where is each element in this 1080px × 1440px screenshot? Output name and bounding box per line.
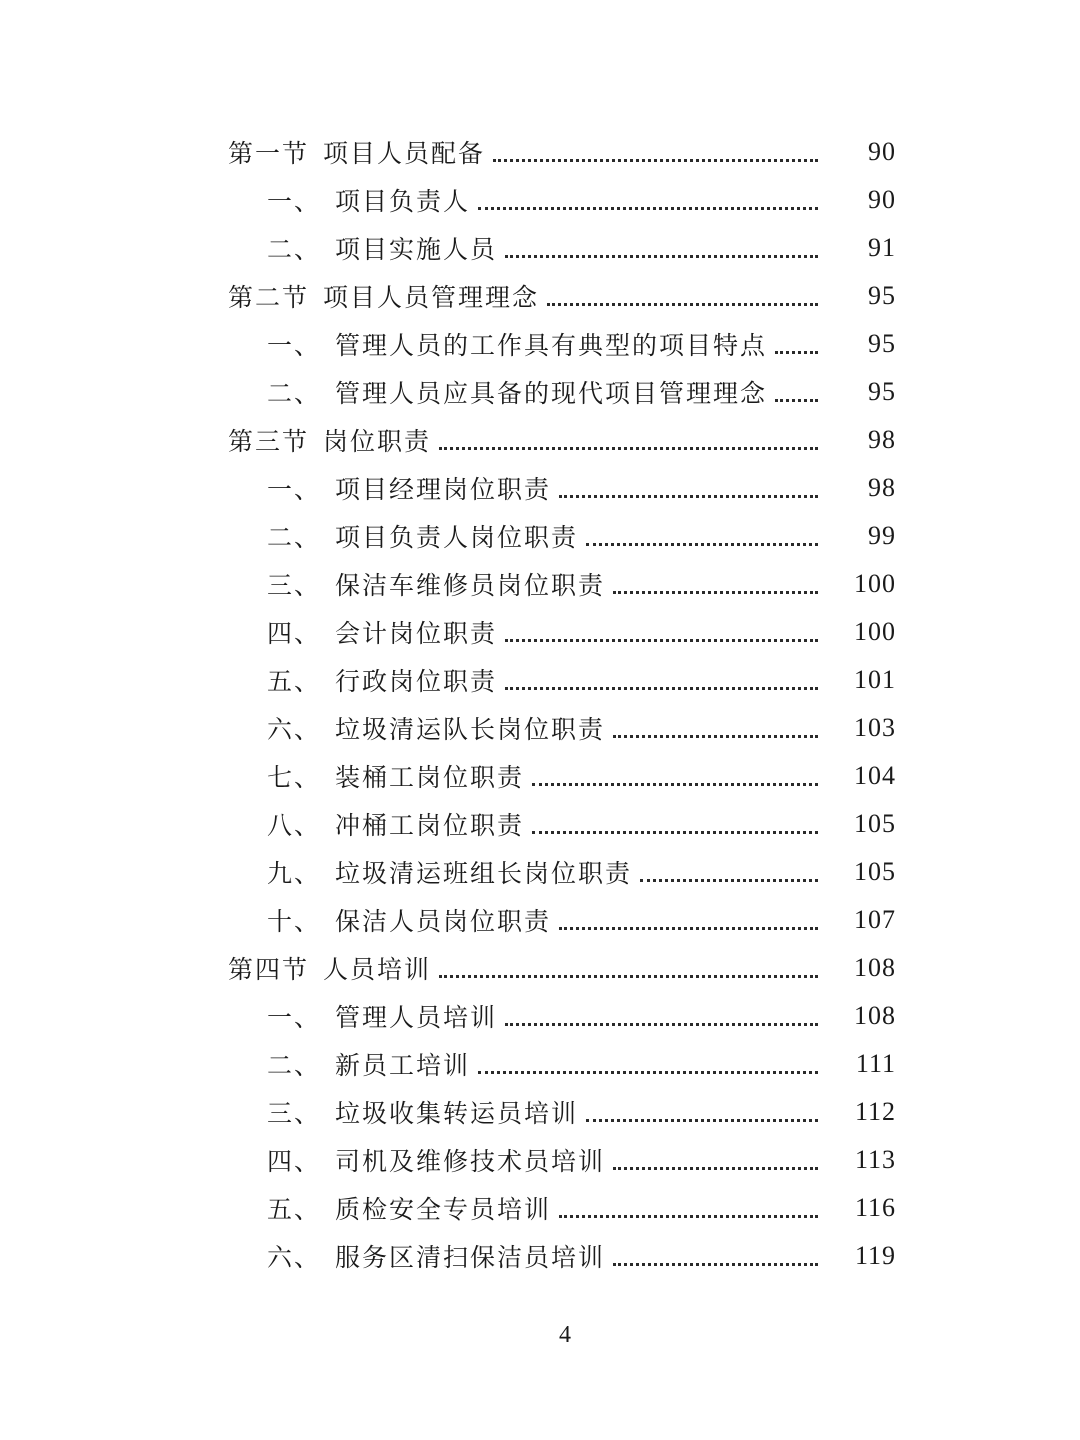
- dot-leader: [559, 1215, 818, 1218]
- dot-leader: [493, 159, 818, 162]
- toc-entry-title: 管理人员应具备的现代项目管理理念: [335, 379, 768, 408]
- toc-entry-number: 六、: [267, 1243, 322, 1272]
- dot-leader: [613, 591, 818, 594]
- toc-section-entry[interactable]: [0, 416, 1080, 464]
- toc-entry-number: 二、: [267, 235, 322, 264]
- dot-leader: [559, 927, 818, 930]
- toc-entry-title: 项目经理岗位职责: [335, 475, 552, 504]
- toc-entry-number: 六、: [267, 715, 322, 744]
- toc-entry-title: 岗位职责: [323, 427, 432, 456]
- dot-leader: [478, 1071, 818, 1074]
- toc-entry-page-number: 95: [868, 281, 896, 310]
- dot-leader: [613, 1167, 818, 1170]
- dot-leader: [613, 1263, 818, 1266]
- toc-entry-page-number: 99: [868, 521, 896, 550]
- toc-entry-number: 二、: [267, 523, 322, 552]
- toc-item-entry[interactable]: [0, 848, 1080, 896]
- toc-item-entry[interactable]: [0, 800, 1080, 848]
- toc-entry-page-number: 113: [854, 1145, 896, 1174]
- toc-item-entry[interactable]: [0, 368, 1080, 416]
- toc-entry-title: 冲桶工岗位职责: [335, 811, 525, 840]
- toc-entry-page-number: 108: [854, 1001, 896, 1030]
- dot-leader: [640, 879, 818, 882]
- toc-entry-number: 第四节: [228, 955, 310, 984]
- toc-entry-page-number: 90: [868, 185, 896, 214]
- toc-item-entry[interactable]: [0, 176, 1080, 224]
- dot-leader: [439, 447, 818, 450]
- table-of-contents: [0, 128, 1080, 1280]
- toc-entry-number: 一、: [267, 187, 322, 216]
- toc-entry-page-number: 91: [868, 233, 896, 262]
- toc-item-entry[interactable]: [0, 560, 1080, 608]
- toc-entry-page-number: 107: [854, 905, 896, 934]
- toc-entry-title: 质检安全专员培训: [335, 1195, 552, 1224]
- toc-entry-number: 八、: [267, 811, 322, 840]
- dot-leader: [478, 207, 818, 210]
- toc-item-entry[interactable]: [0, 512, 1080, 560]
- toc-entry-number: 第三节: [228, 427, 310, 456]
- dot-leader: [532, 831, 818, 834]
- toc-section-entry[interactable]: [0, 272, 1080, 320]
- toc-section-entry[interactable]: [0, 944, 1080, 992]
- toc-entry-title: 垃圾清运队长岗位职责: [335, 715, 606, 744]
- toc-entry-title: 垃圾清运班组长岗位职责: [335, 859, 633, 888]
- toc-entry-page-number: 98: [868, 425, 896, 454]
- toc-item-entry[interactable]: [0, 656, 1080, 704]
- toc-entry-number: 五、: [267, 1195, 322, 1224]
- toc-entry-number: 九、: [267, 859, 322, 888]
- toc-item-entry[interactable]: [0, 752, 1080, 800]
- toc-item-entry[interactable]: [0, 1232, 1080, 1280]
- dot-leader: [586, 543, 818, 546]
- toc-entry-title: 人员培训: [323, 955, 432, 984]
- toc-entry-page-number: 101: [854, 665, 896, 694]
- toc-entry-page-number: 95: [868, 329, 896, 358]
- toc-entry-page-number: 100: [854, 617, 896, 646]
- toc-entry-title: 保洁人员岗位职责: [335, 907, 552, 936]
- toc-entry-title: 项目实施人员: [335, 235, 498, 264]
- toc-entry-page-number: 116: [854, 1193, 896, 1222]
- toc-entry-title: 服务区清扫保洁员培训: [335, 1243, 606, 1272]
- dot-leader: [505, 639, 818, 642]
- toc-entry-number: 四、: [267, 1147, 322, 1176]
- toc-entry-title: 管理人员的工作具有典型的项目特点: [335, 331, 768, 360]
- toc-entry-page-number: 104: [854, 761, 896, 790]
- toc-item-entry[interactable]: [0, 464, 1080, 512]
- toc-entry-number: 四、: [267, 619, 322, 648]
- toc-entry-number: 一、: [267, 331, 322, 360]
- toc-entry-title: 项目负责人: [335, 187, 471, 216]
- toc-entry-page-number: 108: [854, 953, 896, 982]
- dot-leader: [775, 399, 818, 402]
- toc-item-entry[interactable]: [0, 1136, 1080, 1184]
- toc-item-entry[interactable]: [0, 992, 1080, 1040]
- toc-entry-number: 三、: [267, 1099, 322, 1128]
- toc-entry-number: 五、: [267, 667, 322, 696]
- toc-entry-title: 新员工培训: [335, 1051, 471, 1080]
- toc-item-entry[interactable]: [0, 608, 1080, 656]
- toc-entry-title: 司机及维修技术员培训: [335, 1147, 606, 1176]
- toc-entry-page-number: 95: [868, 377, 896, 406]
- toc-item-entry[interactable]: [0, 320, 1080, 368]
- page-number-footer: 4: [559, 1322, 571, 1348]
- toc-entry-number: 七、: [267, 763, 322, 792]
- toc-entry-page-number: 112: [854, 1097, 896, 1126]
- toc-entry-title: 垃圾收集转运员培训: [335, 1099, 579, 1128]
- toc-entry-number: 三、: [267, 571, 322, 600]
- toc-item-entry[interactable]: [0, 1184, 1080, 1232]
- dot-leader: [613, 735, 818, 738]
- toc-entry-page-number: 111: [855, 1049, 896, 1078]
- toc-entry-page-number: 119: [854, 1241, 896, 1270]
- toc-entry-page-number: 90: [868, 137, 896, 166]
- toc-entry-title: 管理人员培训: [335, 1003, 498, 1032]
- dot-leader: [559, 495, 818, 498]
- toc-entry-number: 第一节: [228, 139, 310, 168]
- toc-entry-page-number: 105: [854, 857, 896, 886]
- toc-entry-number: 二、: [267, 1051, 322, 1080]
- toc-entry-title: 会计岗位职责: [335, 619, 498, 648]
- dot-leader: [532, 783, 818, 786]
- toc-entry-number: 第二节: [228, 283, 310, 312]
- toc-entry-page-number: 103: [854, 713, 896, 742]
- toc-entry-title: 行政岗位职责: [335, 667, 498, 696]
- dot-leader: [547, 303, 818, 306]
- toc-entry-page-number: 100: [854, 569, 896, 598]
- toc-entry-title: 项目人员管理理念: [323, 283, 540, 312]
- toc-item-entry[interactable]: [0, 1040, 1080, 1088]
- toc-entry-title: 保洁车维修员岗位职责: [335, 571, 606, 600]
- toc-item-entry[interactable]: [0, 1088, 1080, 1136]
- dot-leader: [586, 1119, 818, 1122]
- toc-entry-number: 一、: [267, 475, 322, 504]
- toc-entry-title: 装桶工岗位职责: [335, 763, 525, 792]
- toc-entry-number: 二、: [267, 379, 322, 408]
- dot-leader: [775, 351, 818, 354]
- toc-entry-page-number: 98: [868, 473, 896, 502]
- toc-entry-number: 一、: [267, 1003, 322, 1032]
- toc-entry-page-number: 105: [854, 809, 896, 838]
- toc-item-entry[interactable]: [0, 896, 1080, 944]
- toc-item-entry[interactable]: [0, 704, 1080, 752]
- toc-item-entry[interactable]: [0, 224, 1080, 272]
- dot-leader: [505, 255, 818, 258]
- dot-leader: [505, 1023, 818, 1026]
- dot-leader: [439, 975, 818, 978]
- toc-entry-title: 项目负责人岗位职责: [335, 523, 579, 552]
- toc-entry-number: 十、: [267, 907, 322, 936]
- toc-section-entry[interactable]: [0, 128, 1080, 176]
- toc-entry-title: 项目人员配备: [323, 139, 486, 168]
- dot-leader: [505, 687, 818, 690]
